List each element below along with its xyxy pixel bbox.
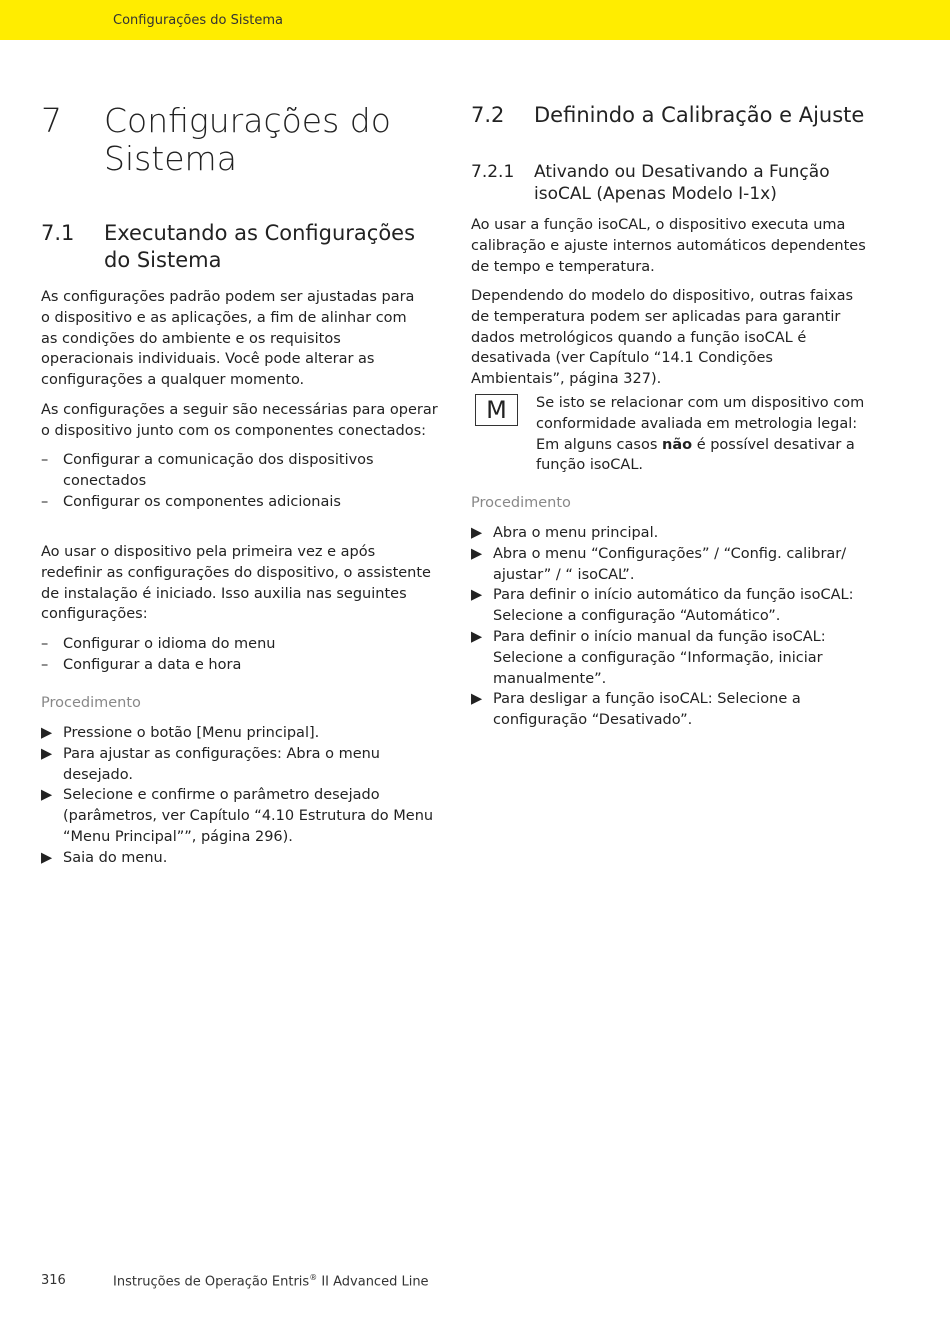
section-number: 7.2.1 — [471, 162, 515, 182]
list-item: – Configurar a comunicação dos dispositivos conectados — [41, 452, 374, 489]
step-item: ▶ Abra o menu principal. — [471, 523, 856, 544]
sec71-procedure-label: Procedimento — [41, 695, 141, 711]
dash-marker: – — [41, 636, 49, 652]
list-item: – Configurar a data e hora — [41, 655, 421, 676]
triangle-marker-icon: ▶ — [41, 745, 53, 762]
chapter-number: 7 — [41, 101, 62, 140]
sec721-paragraph-2: Dependendo do modelo do dispositivo, outras faixas de temperatura podem ser aplicadas para garantir dados metrológicos quando a função isoCAL é desativada (ver Capítulo “14.1 Condições Ambientais”, página 327). — [471, 288, 854, 388]
section-7-2-1-heading — [471, 161, 871, 207]
triangle-marker-icon: ▶ — [41, 849, 53, 866]
section-title: Executando as Configurações do Sistema — [104, 221, 416, 272]
triangle-marker-icon: ▶ — [471, 628, 483, 645]
step-item: ▶ Selecione e confirme o parâmetro desejado (parâmetros, ver Capítulo “4.10 Estrutura do Menu “Menu Principal””, página 296). — [41, 787, 434, 845]
document-title: Instruções de Operação Entris® II Advanced Line — [113, 1273, 429, 1290]
metrology-note-icon: M — [475, 394, 518, 426]
page-number: 316 — [41, 1273, 66, 1288]
section-number: 7.2 — [471, 103, 505, 127]
dash-marker: – — [41, 656, 49, 673]
dash-marker: – — [41, 452, 49, 468]
running-header-title: Configurações do Sistema — [113, 13, 283, 28]
step-item: ▶ Para definir o início automático da função isoCAL: Selecione a configuração “Automático”. — [471, 587, 854, 625]
section-title: Ativando ou Desativando a Função isoCAL (Apenas Modelo I-1x) — [534, 162, 830, 204]
triangle-marker-icon: ▶ — [471, 545, 483, 562]
note-bold-word: não — [662, 436, 693, 453]
triangle-marker-icon: ▶ — [471, 587, 483, 604]
step-item: ▶ Para definir o início manual da função isoCAL: Selecione a configuração “Informação, iniciar manualmente”. — [471, 628, 826, 687]
sec721-procedure-label: Procedimento — [471, 495, 571, 511]
step-item: ▶ Pressione o botão [Menu principal]. — [41, 723, 446, 744]
sec71-paragraph-2: As configurações a seguir são necessárias para operar o dispositivo junto com os componentes conectados: — [41, 402, 438, 439]
metrology-note-text: Se isto se relacionar com um dispositivo com conformidade avaliada em metrologia legal: Em alguns casos não é possível desativar a função isoCAL. — [536, 395, 865, 474]
sec71-list-1 — [41, 450, 381, 512]
step-item: ▶ Para desligar a função isoCAL: Selecione a configuração “Desativado”. — [471, 691, 801, 729]
list-item: – Configurar os componentes adicionais — [41, 492, 381, 513]
sec71-paragraph-3: Ao usar o dispositivo pela primeira vez e após redefinir as configurações do dispositivo, o assistente de instalação é iniciado. Isso auxilia nas seguintes configurações: — [41, 544, 431, 623]
step-item: ▶ Saia do menu. — [41, 848, 446, 869]
section-7-2-heading — [471, 102, 891, 132]
section-title: Definindo a Calibração e Ajuste — [534, 103, 865, 127]
sec721-paragraph-1: Ao usar a função isoCAL, o dispositivo executa uma calibração e ajuste internos automáticos dependentes de tempo e temperatura. — [471, 217, 866, 275]
section-7-1-heading — [41, 220, 441, 276]
triangle-marker-icon: ▶ — [471, 525, 483, 541]
list-item: – Configurar o idioma do menu — [41, 634, 421, 655]
triangle-marker-icon: ▶ — [41, 725, 53, 741]
section-number: 7.1 — [41, 221, 75, 245]
sec71-list-2 — [41, 634, 421, 676]
triangle-marker-icon: ▶ — [41, 787, 53, 804]
dash-marker: – — [41, 493, 49, 510]
header-bar — [0, 0, 950, 40]
chapter-title: Configurações do Sistema — [104, 101, 391, 178]
sec71-steps — [41, 723, 446, 869]
step-item: ▶ Abra o menu “Configurações” / “Config. calibrar/ ajustar” / “ isoCAL”. — [471, 545, 847, 583]
sec721-steps — [471, 523, 856, 731]
step-item: ▶ Para ajustar as configurações: Abra o menu desejado. — [41, 745, 380, 783]
triangle-marker-icon: ▶ — [471, 691, 483, 708]
sec71-paragraph-1: As configurações padrão podem ser ajustadas para o dispositivo e as aplicações, a fim de alinhar com as condições do ambiente e os requisitos operacionais individuais. Você pode alterar as configurações a qualquer momento. — [41, 289, 415, 389]
